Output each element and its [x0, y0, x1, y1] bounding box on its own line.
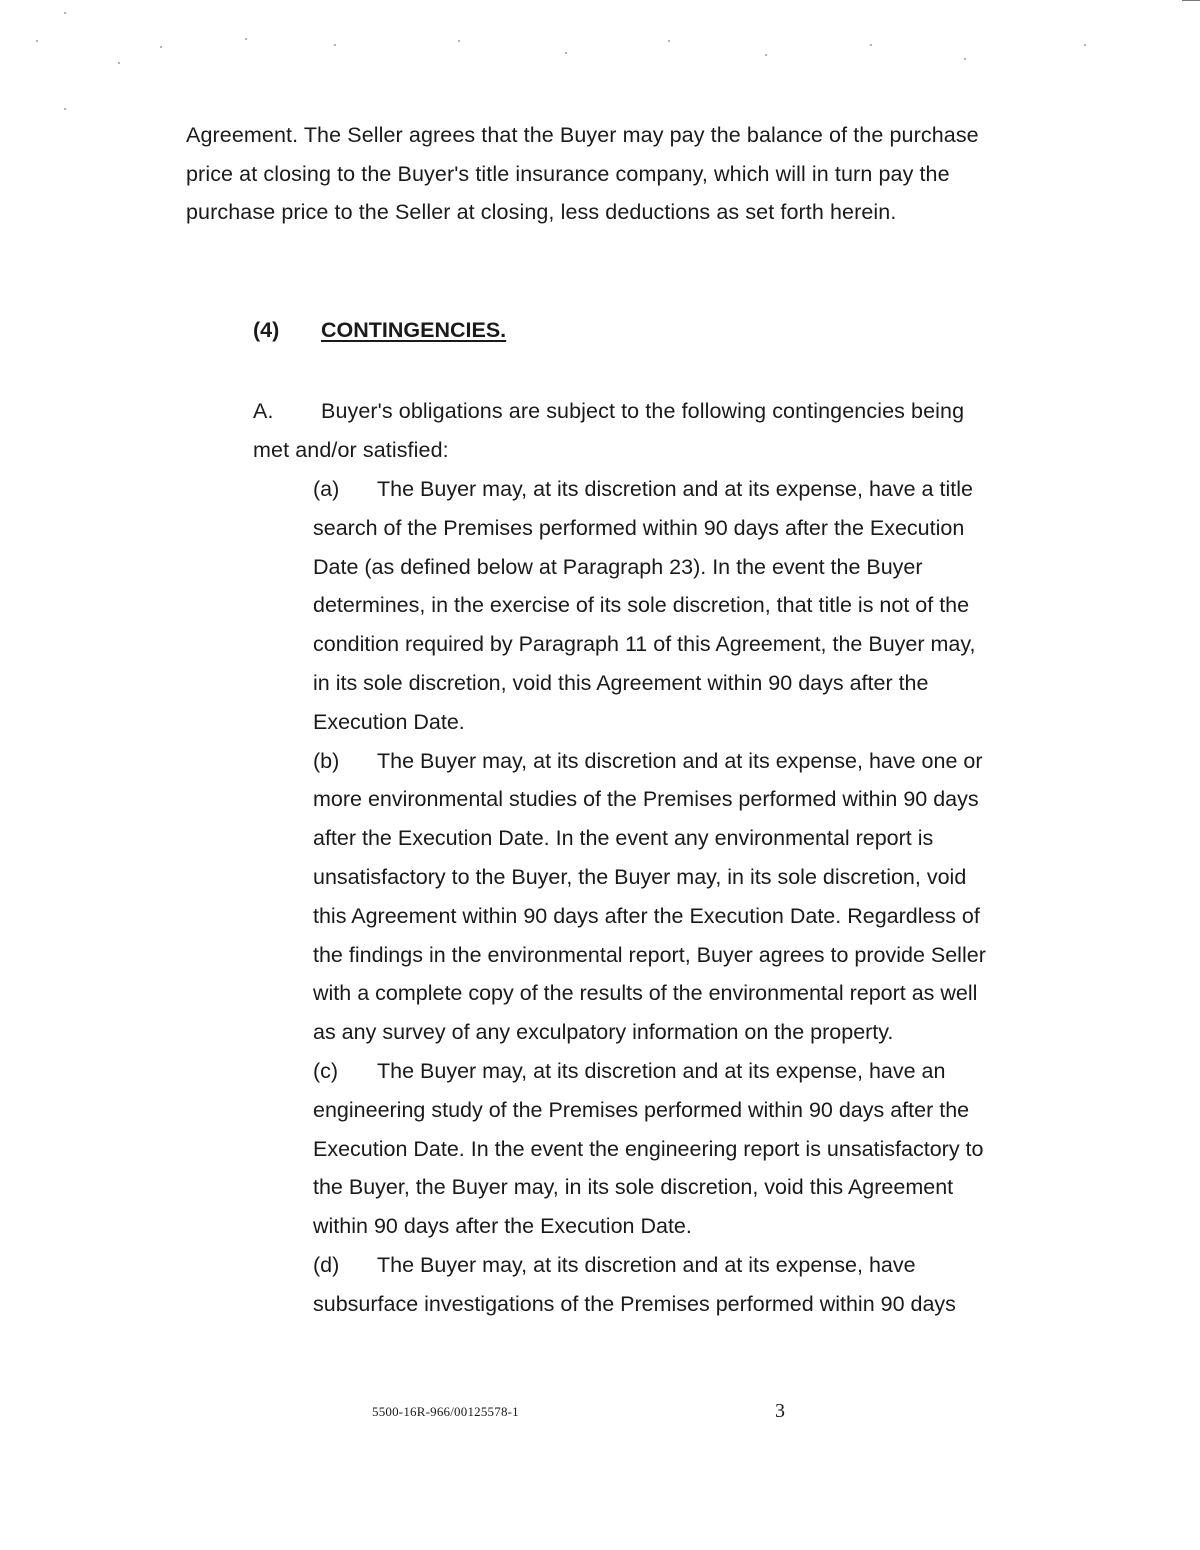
section-heading [253, 312, 506, 348]
sub-clause-b [313, 742, 993, 1052]
scan-speck [565, 52, 567, 54]
scan-speck [245, 38, 247, 40]
scan-speck [334, 44, 336, 46]
sub-clause-d [313, 1246, 993, 1324]
scan-speck [160, 46, 162, 48]
scan-speck [964, 58, 966, 60]
sub-clause-a [313, 470, 993, 742]
sub-clause-label: (b) [313, 748, 340, 773]
scan-speck [870, 44, 872, 46]
scan-speck [64, 108, 66, 110]
sub-clause-text: The Buyer may, at its discretion and at its expense, have one or more environmental studies of the Premises performed within 90 days after the Execution Date. In the event any environmental report is unsatisfactory to the Buyer, the Buyer may, in its sole discretion, void this Agreement within 90 days after the Execution Date. Regardless of the findings in the environmental report, Buyer agrees to provide Seller with a complete copy of the results of the environmental report as well as any survey of any exculpatory information on the property. [313, 748, 986, 1045]
section-number: (4) [253, 318, 280, 342]
scan-speck [458, 40, 460, 42]
scan-speck [64, 12, 66, 14]
scan-speck [765, 54, 767, 56]
paragraph-a [253, 392, 993, 469]
sub-clause-text: The Buyer may, at its discretion and at its expense, have an engineering study of the Premises performed within 90 days after the Execution Date. In the event the engineering report is unsatisfactory to the Buyer, the Buyer may, in its sole discretion, void this Agreement within 90 days after the Execution Date. [313, 1058, 984, 1239]
sub-clause-label: (a) [313, 477, 340, 501]
scan-speck [118, 62, 120, 64]
sub-clause-c [313, 1052, 993, 1246]
paragraph-a-letter: A. [253, 399, 274, 423]
sub-clause-label: (d) [313, 1252, 340, 1277]
scan-speck [36, 40, 38, 42]
sub-clause-label: (c) [313, 1058, 339, 1083]
footer-page-number: 3 [775, 1400, 785, 1422]
scan-speck [1084, 44, 1086, 46]
paragraph-a-text: Buyer's obligations are subject to the following contingencies being met and/or satisfied: [253, 399, 965, 462]
intro-paragraph: Agreement. The Seller agrees that the Buyer may pay the balance of the purchase price at closing to the Buyer's title insurance company, which will in turn pay the purchase price to the Seller at closing, less deductions as set forth herein. [186, 123, 979, 224]
section-title: CONTINGENCIES. [321, 318, 507, 342]
sub-clause-text: The Buyer may, at its discretion and at its expense, have subsurface investigations of the Premises performed within 90 days [313, 1252, 956, 1316]
sub-clauses [313, 470, 993, 1324]
sub-clause-text: The Buyer may, at its discretion and at its expense, have a title search of the Premises performed within 90 days after the Execution Date (as defined below at Paragraph 23). In the event the Buyer determines, in the exercise of its sole discretion, that title is not of the condition required by Paragraph 11 of this Agreement, the Buyer may, in its sole discretion, void this Agreement within 90 days after the Execution Date. [313, 477, 976, 734]
scan-edge-mark [1182, 0, 1200, 1]
footer-document-id: 5500-16R-966/00125578-1 [372, 1404, 519, 1419]
scan-speck [668, 40, 670, 42]
